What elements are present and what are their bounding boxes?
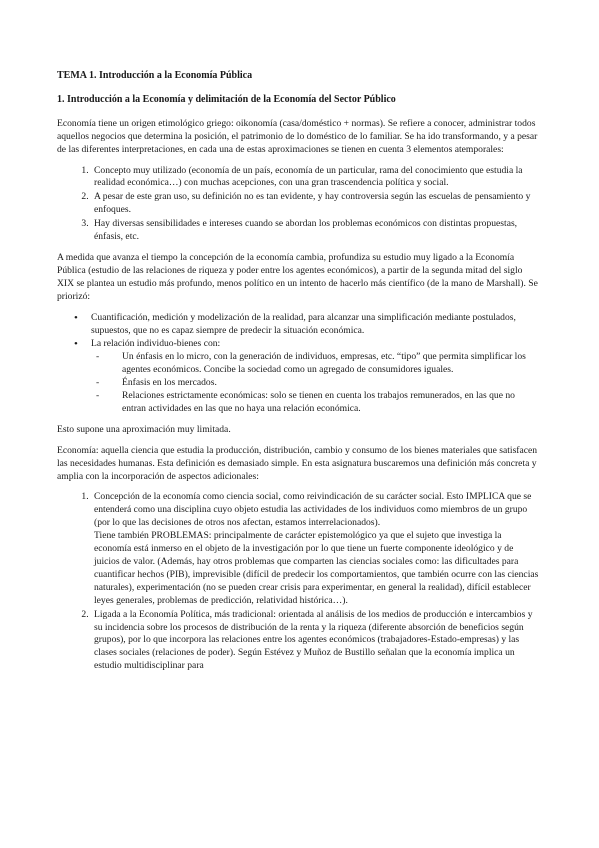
bullet-item: [91, 312, 540, 338]
elements-list: [57, 165, 540, 244]
list-item: [91, 491, 540, 607]
dash-list: [91, 351, 540, 416]
list-item-extra: Tiene también PROBLEMAS: principalmente de carácter epistemológico ya que el sujeto que investiga la economía está inmerso en el objeto de la investigación por lo que tiene un fuerte componente ideológico y de juicios de valor. (Además, hay otros problemas que comparten las ciencias sociales como: las dificultades para cuantificar hechos (PIB), imprevisible (difícil de predecir los comportamientos, que también ocurre con las ciencias naturales), experimentación (no se pueden crear crisis para experimentar, en general la realidad), difícil establecer leyes generales, problemas de predicción, relatividad histórica…).: [94, 530, 539, 606]
document-title: TEMA 1. Introducción a la Economía Pública: [57, 70, 253, 81]
dash-item: - Relaciones estrictamente económicas: solo se tienen en cuenta los trabajos remunerados, en las que no entran actividades en las que no haya una relación económica.: [122, 390, 540, 416]
priorities-list: [57, 312, 540, 416]
aspects-list: [57, 491, 540, 673]
evolution-paragraph: A medida que avanza el tiempo la concepción de la economía cambia, profundiza su estudio muy ligado a la Economía Pública (estudio de las relaciones de riqueza y poder entre los agentes económicos), a partir de la segunda mitad del siglo XIX se plantea un estudio más profundo, menos político en un intento de hacerlo más científico (de la mano de Marshall). Se priorizó:: [57, 251, 538, 302]
dash-item: - Énfasis en los mercados.: [122, 377, 540, 390]
bullet-item: [91, 338, 540, 415]
list-item-text: 2. Ligada a la Economía Política, más tradicional: orientada al análisis de los medios de producción e intercambios y su incidencia sobre los procesos de distribución de la renta y la riqueza (diferente absorción de beneficios según grupos), por lo que incorpora las relaciones entre los agentes económicos (trabajadores-Estado-empresas) y las clases sociales (relaciones de poder). Según Estévez y Muñoz de Bustillo señalan que la economía implica un estudio multidisciplinar para: [94, 608, 533, 672]
list-item: 1. Concepto muy utilizado (economía de un país, economía de un particular, rama del conocimiento que estudia la realidad económica…) con muchas acepciones, con una gran trascendencia política y social.: [91, 165, 540, 191]
list-item: [91, 609, 540, 674]
bullet-text: Cuantificación, medición y modelización de la realidad, para alcanzar una simplificación mediante postulados, supuestos, que no es capaz siempre de predecir la situación económica.: [91, 311, 516, 336]
limitation-paragraph: Esto supone una aproximación muy limitada.: [57, 423, 231, 435]
document-page: [57, 70, 540, 681]
list-item-text: 1. Concepción de la economía como ciencia social, como reivindicación de su carácter social. Esto IMPLICA que se entenderá como una disciplina cuyo objeto estudia las actividades de los individuos como miembros de un grupo (por lo que las decisiones de otros nos afectan, estamos interrelacionados).: [94, 491, 532, 529]
bullet-text: La relación individuo-bienes con:: [91, 338, 221, 350]
dash-item: - Un énfasis en lo micro, con la generación de individuos, empresas, etc. “tipo” que permita simplificar los agentes económicos. Concibe la sociedad como un agregado de consumidores iguales.: [122, 351, 540, 377]
list-item: 2. A pesar de este gran uso, su definición no es tan evidente, y hay controversia según las escuelas de pensamiento y enfoques.: [91, 191, 540, 217]
intro-paragraph: Economía tiene un origen etimológico griego: oikonomía (casa/doméstico + normas). Se refiere a conocer, administrar todos aquellos negocios que determina la posición, el patrimonio de lo doméstico de lo familiar. Se ha ido transformando, y a pesar de las diferentes interpretaciones, en cada una de estas aproximaciones se tienen en cuenta 3 elementos atemporales:: [57, 117, 538, 155]
section-title: 1. Introducción a la Economía y delimitación de la Economía del Sector Público: [57, 93, 396, 105]
definition-paragraph: Economía: aquella ciencia que estudia la producción, distribución, cambio y consumo de los bienes materiales que satisfacen las necesidades humanas. Esta definición es demasiado simple. En esta asignatura buscaremos una definición más concreta y amplia con la incorporación de aspectos adicionales:: [57, 444, 538, 482]
list-item: 3. Hay diversas sensibilidades e intereses cuando se abordan los problemas económicos con distintas propuestas, énfasis, etc.: [91, 218, 540, 244]
